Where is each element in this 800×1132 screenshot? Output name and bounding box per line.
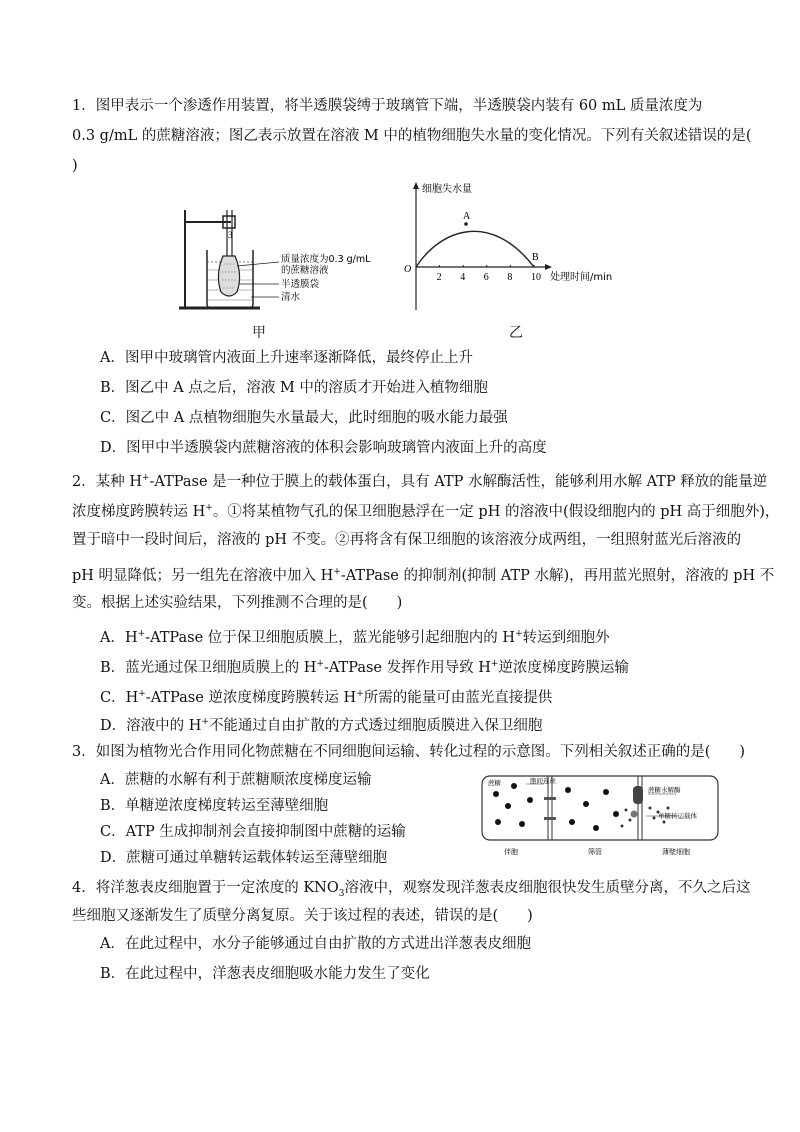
q2-stem-line3: 置于暗中一段时间后，溶液的 pH 不变。②再将含有保卫细胞的该溶液分成两组，一组照射蓝光后溶液的 bbox=[72, 532, 742, 548]
q3-label-parenchyma: 薄壁细胞 bbox=[662, 848, 690, 856]
q2-option-c[interactable]: C．H+-ATPase 逆浓度梯度跨膜转运 H+所需的能量可由蓝光直接提供 bbox=[100, 689, 553, 706]
q1-figure-jia bbox=[175, 200, 385, 330]
jia-label-sucrose-2: 的蔗糖溶液 bbox=[281, 265, 329, 276]
yi-tick-label: 4 bbox=[460, 272, 466, 283]
yi-xlabel: 处理时间/min bbox=[550, 272, 613, 283]
q3-label-sucrose: 蔗糖 bbox=[488, 779, 501, 787]
q2-stem-line4: pH 明显降低；另一组先在溶液中加入 H+-ATPase 的抑制剂(抑制 ATP 水解)，再用蓝光照射，溶液的 pH 不 bbox=[72, 567, 775, 584]
q2-option-b[interactable]: B．蓝光通过保卫细胞质膜上的 H+-ATPase 发挥作用导致 H+逆浓度梯度跨膜运输 bbox=[100, 659, 629, 676]
q3-option-b[interactable]: B．单糖逆浓度梯度转运至薄壁细胞 bbox=[100, 798, 329, 814]
q1-option-d[interactable]: D．图甲中半透膜袋内蔗糖溶液的体积会影响玻璃管内液面上升的高度 bbox=[100, 440, 547, 456]
q4-option-b[interactable]: B．在此过程中，洋葱表皮细胞吸水能力发生了变化 bbox=[100, 966, 430, 982]
q1-caption-jia: 甲 bbox=[252, 325, 266, 341]
q3-label-enzyme: 蔗糖水解酶 bbox=[648, 786, 681, 794]
q3-label-sieve-tube: 筛管 bbox=[588, 848, 602, 856]
q4-stem-line1: 4．将洋葱表皮细胞置于一定浓度的 $KNO_3$溶液中，观察发现洋葱表皮细胞很快发生质壁分离，不久之后这 bbox=[72, 880, 751, 899]
yi-origin: O bbox=[404, 264, 412, 275]
q2-stem-line2: 浓度梯度跨膜转运 H+。①将某植物气孔的保卫细胞悬浮在一定 pH 的溶液中(假设细胞内的 pH 高于细胞外)， bbox=[72, 503, 780, 520]
q2-stem-line1: 2．某种 H+-ATPase 是一种位于膜上的载体蛋白，具有 ATP 水解酶活性，能够利用水解 ATP 释放的能量逆 bbox=[72, 473, 768, 490]
q3-label-companion-cell: 伴胞 bbox=[504, 848, 518, 856]
q3-option-d[interactable]: D．蔗糖可通过单糖转运载体转运至薄壁细胞 bbox=[100, 850, 388, 866]
jia-label-sucrose-1: 质量浓度为0.3 g/mL bbox=[281, 254, 371, 265]
q3-stem: 3．如图为植物光合作用同化物蔗糖在不同细胞间运输、转化过程的示意图。下列相关叙述正确的是( ) bbox=[72, 744, 746, 760]
yi-tick-label: 6 bbox=[483, 272, 489, 283]
q2-option-d[interactable]: D．溶液中的 H+不能通过自由扩散的方式透过细胞质膜进入保卫细胞 bbox=[100, 717, 543, 734]
yi-tick-label: 2 bbox=[436, 272, 442, 283]
yi-tick-label: 8 bbox=[507, 272, 513, 283]
yi-ylabel: 细胞失水量 bbox=[422, 184, 472, 195]
q3-option-a[interactable]: A．蔗糖的水解有利于蔗糖顺浓度梯度运输 bbox=[100, 772, 372, 788]
jia-tube-number: 3 bbox=[228, 230, 233, 240]
yi-curve-line bbox=[416, 231, 534, 267]
q3-figure-transport bbox=[478, 772, 723, 862]
q2-option-a[interactable]: A．H+-ATPase 位于保卫细胞质膜上，蓝光能够引起细胞内的 H+转运到细胞外 bbox=[100, 629, 610, 646]
q2-stem-line5: 变。根据上述实验结果，下列推测不合理的是( ) bbox=[72, 595, 403, 611]
q4-stem-line2: 些细胞又逐渐发生了质壁分离复原。关于该过程的表述，错误的是( ) bbox=[72, 908, 533, 924]
q1-option-b[interactable]: B．图乙中 A 点之后，溶液 M 中的溶质才开始进入植物细胞 bbox=[100, 380, 488, 396]
q1-option-a[interactable]: A．图甲中玻璃管内液面上升速率逐渐降低，最终停止上升 bbox=[100, 350, 473, 366]
yi-point-b: B bbox=[532, 252, 539, 263]
q1-stem-line1: 1．图甲表示一个渗透作用装置，将半透膜袋缚于玻璃管下端，半透膜袋内装有 60 mL 质量浓度为 bbox=[72, 98, 703, 114]
jia-label-membrane: 半透膜袋 bbox=[281, 279, 320, 290]
q1-figure-yi bbox=[400, 180, 630, 315]
q3-label-plasmodesmata: 胞间连丝 bbox=[530, 777, 556, 785]
yi-tick-label: 10 bbox=[531, 272, 541, 283]
q4-option-a[interactable]: A．在此过程中，水分子能够通过自由扩散的方式进出洋葱表皮细胞 bbox=[100, 936, 531, 952]
q3-label-carrier: 单糖转运载体 bbox=[658, 812, 697, 820]
yi-point-a: A bbox=[463, 211, 471, 222]
q3-option-c[interactable]: C．ATP 生成抑制剂会直接抑制图中蔗糖的运输 bbox=[100, 824, 406, 840]
q1-option-c[interactable]: C．图乙中 A 点植物细胞失水量最大，此时细胞的吸水能力最强 bbox=[100, 410, 508, 426]
jia-label-water: 清水 bbox=[281, 292, 301, 303]
q1-caption-yi: 乙 bbox=[509, 325, 523, 341]
q1-stem-line2: 0.3 g/mL 的蔗糖溶液；图乙表示放置在溶液 M 中的植物细胞失水量的变化情况。下列有关叙述错误的是( bbox=[72, 128, 752, 144]
q1-stem-line3: ) bbox=[72, 158, 78, 174]
